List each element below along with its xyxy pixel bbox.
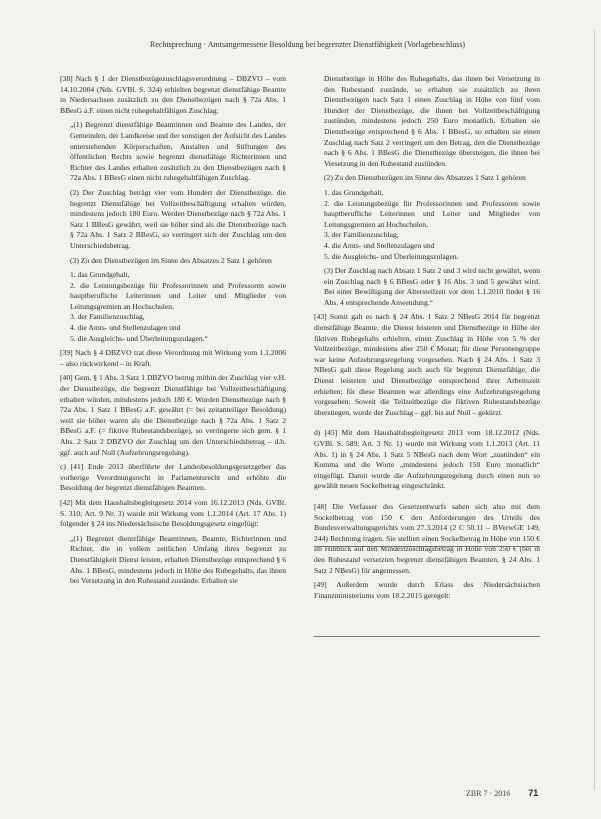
list-item: 1. das Grundgehalt,	[324, 187, 384, 197]
paragraph-49: [49] Außerdem wurde durch Erlass des Niedersächsischen Finanzministeriums vom 18.2.2015 geregelt:	[314, 580, 540, 600]
list-item: 3. der Familienzuschlag,	[70, 312, 145, 322]
quote-paragraph-3: (3) Der Zuschlag nach Absatz 1 Satz 2 und 3 wird nicht gewährt, wenn ein Zuschlag nach § 6 BBesG oder § 16 Abs. 3 und 5 gewährt wird. Bei einer Bewilligung der Altersteilzeit vor dem 1.1.2010 findet § 16 Abs. 4 entsprechende Anwendung.“	[324, 266, 540, 307]
paragraph-40: [40] Gem. § 1 Abs. 3 Satz 1 DBZVO betrug mithin der Zuschlag vier v.H. der Dienstbezüge, die begrenzt Dienstfähige bei Vollzeitbeschäftigung erhalten würden, mindestens jedoch 180 €. Wurden Dienstbezüge nach § 72a Abs. 1 Satz 1 BBesG a.F. gewährt (= bei zeitanteiliger Besoldung) weil sie höher waren als die Dienstbezüge nach § 72a Abs. 1 Satz 2 BBesG a.F. (= fiktive Ruhestandsbezüge), so verringerte sich gem. § 1 Abs. 2 Satz 2 DBZVO der Zuschlag um den Unterschiedsbetrag – d.h. ggf. auch auf Null (Aufzehrungsregelung).	[60, 373, 286, 457]
journal-issue: ZBR 7 · 2016	[466, 789, 511, 798]
dienstbezuege-list	[60, 270, 286, 344]
running-header: Rechtsprechung · Amtsangemessene Besoldung bei begrenzter Dienstfähigkeit (Vorlagebeschluss)	[150, 40, 466, 49]
quote-paragraph-2: (2) Der Zuschlag beträgt vier vom Hundert der Dienstbezüge, die begrenzt Dienstfähige bei Vollzeitbeschäftigung erhalten würden, mindestens jedoch 180 Euro. Werden Dienstbezüge nach § 72a Abs. 1 Satz 1 BBesG gewährt, weil sie höher sind als die Dienstbezüge nach § 72a Abs. 1 Satz 2 BBesG, so verringert sich der Zuschlag um den Unterschiedsbetrag.	[70, 187, 286, 250]
list-item: 4. die Amts- und Stellenzulagen und	[70, 323, 181, 333]
page-edge-line	[594, 30, 595, 790]
paragraph-38: [38] Nach § 1 der Dienstbezügezuschlagsverordnung – DBZVO – vom 14.10.2004 (Nds. GVBl. S. 324) erhielten begrenzt dienstfähige Beamte in Niedersachsen zusätzlich zu den Dienstbezügen nach § 72a Abs. 1 BBesG a.F. einen nicht ruhegehaltfähigen Zuschlag:	[60, 74, 286, 115]
quote-continuation: Dienstbezüge in Höhe des Ruhegehalts, das ihnen bei Versetzung in den Ruhestand zustände, so erhalten sie zusätzlich zu ihren Dienstbezügen nach Satz 1 einen Zuschlag in Höhe von fünf vom Hundert der Dienstbezüge, die ihnen bei Vollzeitbeschäftigung zustünden, mindestens jedoch 250 Euro monatlich. Erhalten sie Dienstbezüge entsprechend § 6 Abs. 1 BBesG, so erhalten sie einen Zuschlag nach Satz 2 verringert um den Betrag, den die Dienstbezüge nach § 6 Abs. 1 BBesG die Dienstbezüge übersteigen, die ihnen bei Versetzung in den Ruhestand zustünden.	[324, 74, 540, 168]
paragraph-48: [48] Die Verfasser des Gesetzentwurfs sahen sich also mit dem Sockelbetrag von 150 € den Anforderungen des Urteils des Bundesverwaltungsgerichts vom 27.3.2014 (2 C 50.11 – BVerwGE 149, 244) Rechnung tragen. Sie stellten einen Sockelbetrag in Höhe von 150 € im Hinblick auf den Mindestzuschlagsbetrag in Höhe von 250 € (bei in den Ruhestand versetzten begrenzt dienstfähigen Beamten, § 24 Abs. 1 Satz 2 NBesG) für angemessen.	[314, 501, 540, 575]
dienstbezuege-list	[314, 188, 540, 262]
list-item: 2. die Leistungsbezüge für Professorinnen und Professoren sowie hauptberufliche Leiterinnen und Leiter und Mitglieder von Leitungsgremien an Hochschulen,	[324, 198, 540, 229]
list-item: 4. die Amts- und Stellenzulagen und	[324, 240, 435, 250]
page-footer	[466, 787, 576, 800]
list-item: 5. die Ausgleichs- und Überleitungszulagen.“	[70, 333, 208, 343]
list-item: 2. die Leistungsbezüge für Professorinnen und Professoren sowie hauptberufliche Leiterinnen und Leiter und Mitglieder von Leitungsgremien an Hochschulen,	[70, 280, 286, 311]
section-divider	[314, 546, 540, 547]
page-number: 71	[528, 788, 539, 798]
right-column	[314, 74, 540, 794]
quote-paragraph-3: (3) Zu den Dienstbezügen im Sinne des Absatzes 2 Satz 1 gehören	[70, 255, 272, 265]
quote-paragraph-2: (2) Zu den Dienstbezügen im Sinne des Absatzes 1 Satz 1 gehören	[324, 173, 526, 183]
paragraph-43: [43] Somit galt es nach § 24 Abs. 1 Satz 2 NBesG 2014 für begrenzt dienstfähige Beamte, die Dienst leisteten und Dienstbezüge in Höhe der fiktiven Ruhegehalts erhielten, einen Zuschlag in Höhe von 5 % der Vollzeitbezüge, mindestens aber 250 € Monat; für diese Personengruppe war keine Aufzehrungsregelung vorgesehen. Nach § 24 Abs. 1 Satz 3 NBesG galt diese Regelung auch auch für begrenzt Dienstfähige, die Dienst leisteten und Dienstbezüge entsprechend ihrer Arbeitszeit erhielten; für diese Beamten war allerdings eine Aufzehrungsregelung vorgesehen: Soweit die Teilzeitbezüge die fiktiven Ruhestandsbezüge überstiegen, wurde der Zuschlag – ggf. bis auf Null – gekürzt.	[314, 312, 540, 417]
list-item: 1. das Grundgehalt,	[70, 270, 130, 280]
left-column	[60, 74, 286, 794]
paragraph-39: [39] Nach § 4 DBZVO trat diese Verordnung mit Wirkung vom 1.1.2006 – also rückwirkend – in Kraft.	[60, 348, 286, 368]
paragraph-41: c) [41] Ende 2013 überführte der Landesbesoldungsgesetzgeber das vorherige Verordnungsrecht in Parlamentsrecht und erhöhte die Besoldung der begrenzt dienstfähigen Beamten.	[60, 462, 286, 493]
quote-paragraph-4: „(1) Begrenzt dienstfähige Beamtinnen, Beamte, Richterinnen und Richter, die in vollem zeitlichen Umfang ihres begrenzt zu Dienstfähigkeit Dienst leisten, erhalten Dienstbezüge entsprechend § 6 Abs. 1 BBesG, mindestens jedoch in Höhe des Ruhegehalts, das ihnen bei Versetzung in den Ruhestand zustände. Erhalten sie	[70, 533, 286, 586]
quote-paragraph-1: „(1) Begrenzt dienstfähige Beamtinnen und Beamte des Landes, der Gemeinden, der Landkreise und der sonstigen der Aufsicht des Landes unterstehenden Körperschaften, Anstalten und Stiftungen des öffentlichen Rechts sowie begrenzt dienstfähige Richterinnen und Richter des Landes erhalten zusätzlich zu den Dienstbezügen nach § 72a Abs. 1 BBesG einen nicht ruhegehaltfähigen Zuschlag.	[70, 120, 286, 183]
paragraph-42: [42] Mit dem Haushaltsbegleitgesetz 2014 vom 16.12.2013 (Nds. GVBl. S. 310; Art. 9 Nr. 3) wurde mit Wirkung vom 1.1.2014 (Art. 17 Abs. 1) folgender § 24 ins Niedersächsische Besoldungsgesetz eingefügt:	[60, 497, 286, 529]
list-item: 3. der Familienzuschlag,	[324, 230, 399, 240]
list-item: 5. die Ausgleichs- und Überleitungszulagen.	[324, 251, 459, 261]
paragraph-45: d) [45] Mit dem Haushaltsbegleitgesetz 2013 vom 18.12.2012 (Nds. GVBl. S. 589; Art. 3 Nr. 1) wurde mit Wirkung vom 1.1.2013 (Art. 11 Abs. 1) in § 24 Abs. 1 Satz 5 NBesG nach dem Wort „zustünden“ ein Komma und die Worte „mindestens jedoch 150 Euro monatlich“ eingefügt. Damit wurde die Aufzehrungsregelung durch einen nun so gewählt neuen Sockelbetrag eingeschränkt.	[314, 428, 540, 491]
section-divider	[314, 636, 540, 637]
